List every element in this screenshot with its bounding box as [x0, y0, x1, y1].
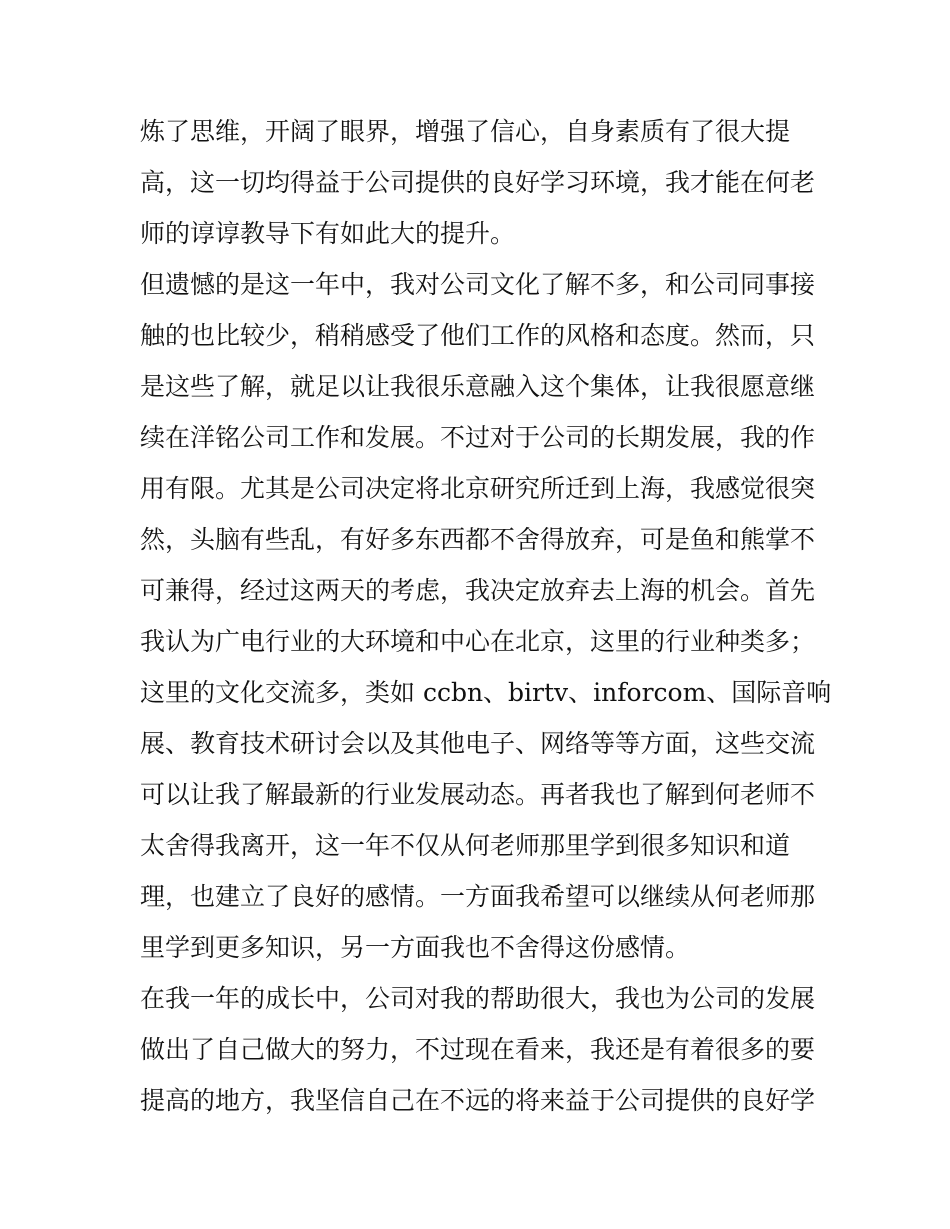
text-line: 触的也比较少，稍稍感受了他们工作的风格和态度。然而，只: [140, 321, 816, 350]
text-line: 师的谆谆教导下有如此大的提升。: [140, 219, 516, 248]
text-line: 但遗憾的是这一年中，我对公司文化了解不多，和公司同事接: [140, 270, 816, 299]
text-line: 是这些了解，就足以让我很乐意融入这个集体，让我很愿意继: [140, 372, 816, 401]
text-line: 理，也建立了良好的感情。一方面我希望可以继续从何老师那: [140, 882, 816, 911]
text-line: 炼了思维，开阔了眼界，增强了信心，自身素质有了很大提: [140, 117, 791, 146]
text-line: 做出了自己做大的努力，不过现在看来，我还是有着很多的要: [140, 1035, 816, 1064]
text-line: 用有限。尤其是公司决定将北京研究所迁到上海，我感觉很突: [140, 474, 816, 503]
text-line: 可兼得，经过这两天的考虑，我决定放弃去上海的机会。首先: [140, 576, 816, 605]
text-line: 我认为广电行业的大环境和中心在北京，这里的行业种类多；: [140, 627, 816, 656]
text-line: 可以让我了解最新的行业发展动态。再者我也了解到何老师不: [140, 780, 816, 809]
text-line: 这里的文化交流多，类如 ccbn、birtv、inforcom、国际音响: [140, 678, 832, 707]
text-line: 在我一年的成长中，公司对我的帮助很大，我也为公司的发展: [140, 984, 816, 1013]
text-line: 展、教育技术研讨会以及其他电子、网络等等方面，这些交流: [140, 729, 816, 758]
text-line: 里学到更多知识，另一方面我也不舍得这份感情。: [140, 933, 691, 962]
text-line: 然，头脑有些乱，有好多东西都不舍得放弃，可是鱼和熊掌不: [140, 525, 816, 554]
text-line: 提高的地方，我坚信自己在不远的将来益于公司提供的良好学: [140, 1086, 816, 1115]
text-line: 续在洋铭公司工作和发展。不过对于公司的长期发展，我的作: [140, 423, 816, 452]
text-line: 高，这一切均得益于公司提供的良好学习环境，我才能在何老: [140, 168, 816, 197]
text-line: 太舍得我离开，这一年不仅从何老师那里学到很多知识和道: [140, 831, 791, 860]
body-text: [140, 106, 832, 1126]
